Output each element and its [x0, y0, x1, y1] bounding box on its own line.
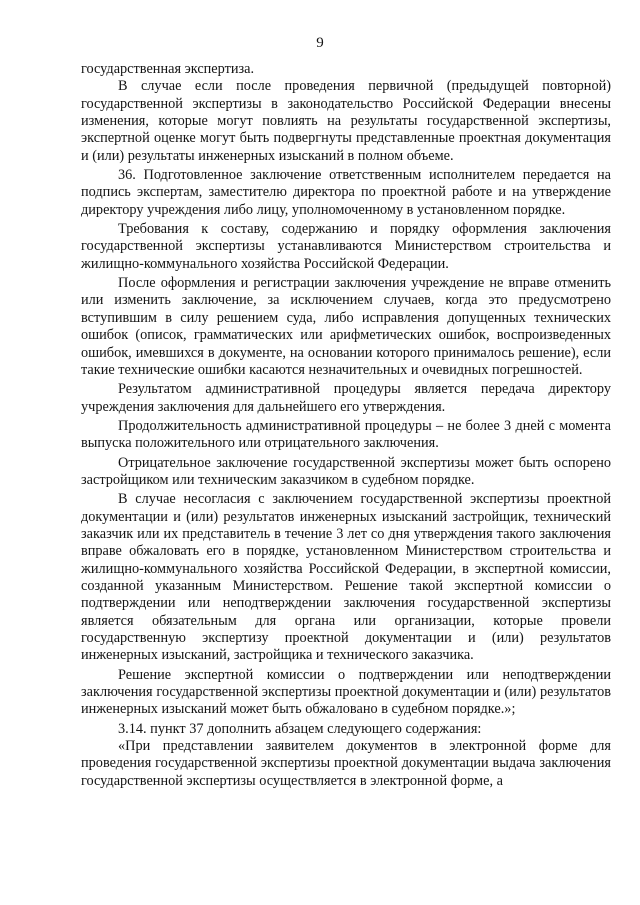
- paragraph-repeated-expertise: В случае если после проведения первичной (предыдущей повторной) государственной экспертизы в законодательство Российской Федерации внесены изменения, которые могут повлиять на результаты государственной экспертизы, экспертной оценке могут быть подвергнуты представленные проектная документация и (или) результаты инженерных изысканий в полном объеме.: [81, 78, 611, 164]
- paragraph-procedure-duration: Продолжительность административной процедуры – не более 3 дней с момента выпуска положительного или отрицательного заключения.: [81, 417, 611, 452]
- paragraph-item-3-14: 3.14. пункт 37 дополнить абзацем следующего содержания:: [118, 720, 482, 737]
- paragraph-procedure-result: Результатом административной процедуры является передача директору учреждения заключения для дальнейшего его утверждения.: [81, 381, 611, 415]
- paragraph-negative-conclusion: Отрицательное заключение государственной экспертизы может быть оспорено застройщиком или техническим заказчиком в судебном порядке.: [81, 454, 611, 488]
- paragraph-court-appeal: Решение экспертной комиссии о подтверждении или неподтверждении заключения государственной экспертизы проектной документации и (или) результатов инженерных изысканий может быть обжаловано в судебном порядке.»;: [81, 666, 611, 718]
- paragraph-appeal: В случае несогласия с заключением государственной экспертизы проектной документации и (или) результатов инженерных изысканий застройщик, технический заказчик или их представитель в течение 3 лет со дня утверждения такого заключения вправе обжаловать его в порядке, установленном Министерством строительства и жилищно-коммунального хозяйства Российской Федерации, в экспертной комиссии, созданной указанным Министерством. Решение такой экспертной комиссии о подтверждении или неподтверждении заключения государственной экспертизы является обязательным для органа или организации, которые провели государственную экспертизу проектной документации и (или) результатов инженерных изысканий, застройщика и технического заказчика.: [81, 491, 611, 664]
- paragraph-item-36: 36. Подготовленное заключение ответственным исполнителем передается на подпись экспертам, заместителю директора по проектной работе и на утверждение директору учреждения либо лицу, уполномоченному в установленном порядке.: [81, 167, 611, 218]
- paragraph-registration: После оформления и регистрации заключения учреждение не вправе отменить или изменить заключение, за исключением случаев, когда это предусмотрено вступившим в силу решением суда, либо исправления допущенных технических ошибок (описок, грамматических или арифметических ошибок, воспроизведенных ошибок, имевшихся в документе, на основании которого принималось решение), если такие технические ошибки касаются незначительных и очевидных погрешностей.: [81, 275, 611, 378]
- page-number: 9: [316, 35, 324, 51]
- paragraph-expertise-continuation: государственная экспертиза.: [81, 61, 255, 77]
- paragraph-electronic-form: «При представлении заявителем документов в электронной форме для проведения государственной экспертизы проектной документации выдача заключения государственной экспертизы осуществляется в электронной форме, а: [81, 738, 611, 789]
- paragraph-requirements: Требования к составу, содержанию и порядку оформления заключения государственной экспертизы устанавливаются Министерством строительства и жилищно-коммунального хозяйства Российской Федерации.: [81, 221, 611, 272]
- document-body: [81, 61, 611, 790]
